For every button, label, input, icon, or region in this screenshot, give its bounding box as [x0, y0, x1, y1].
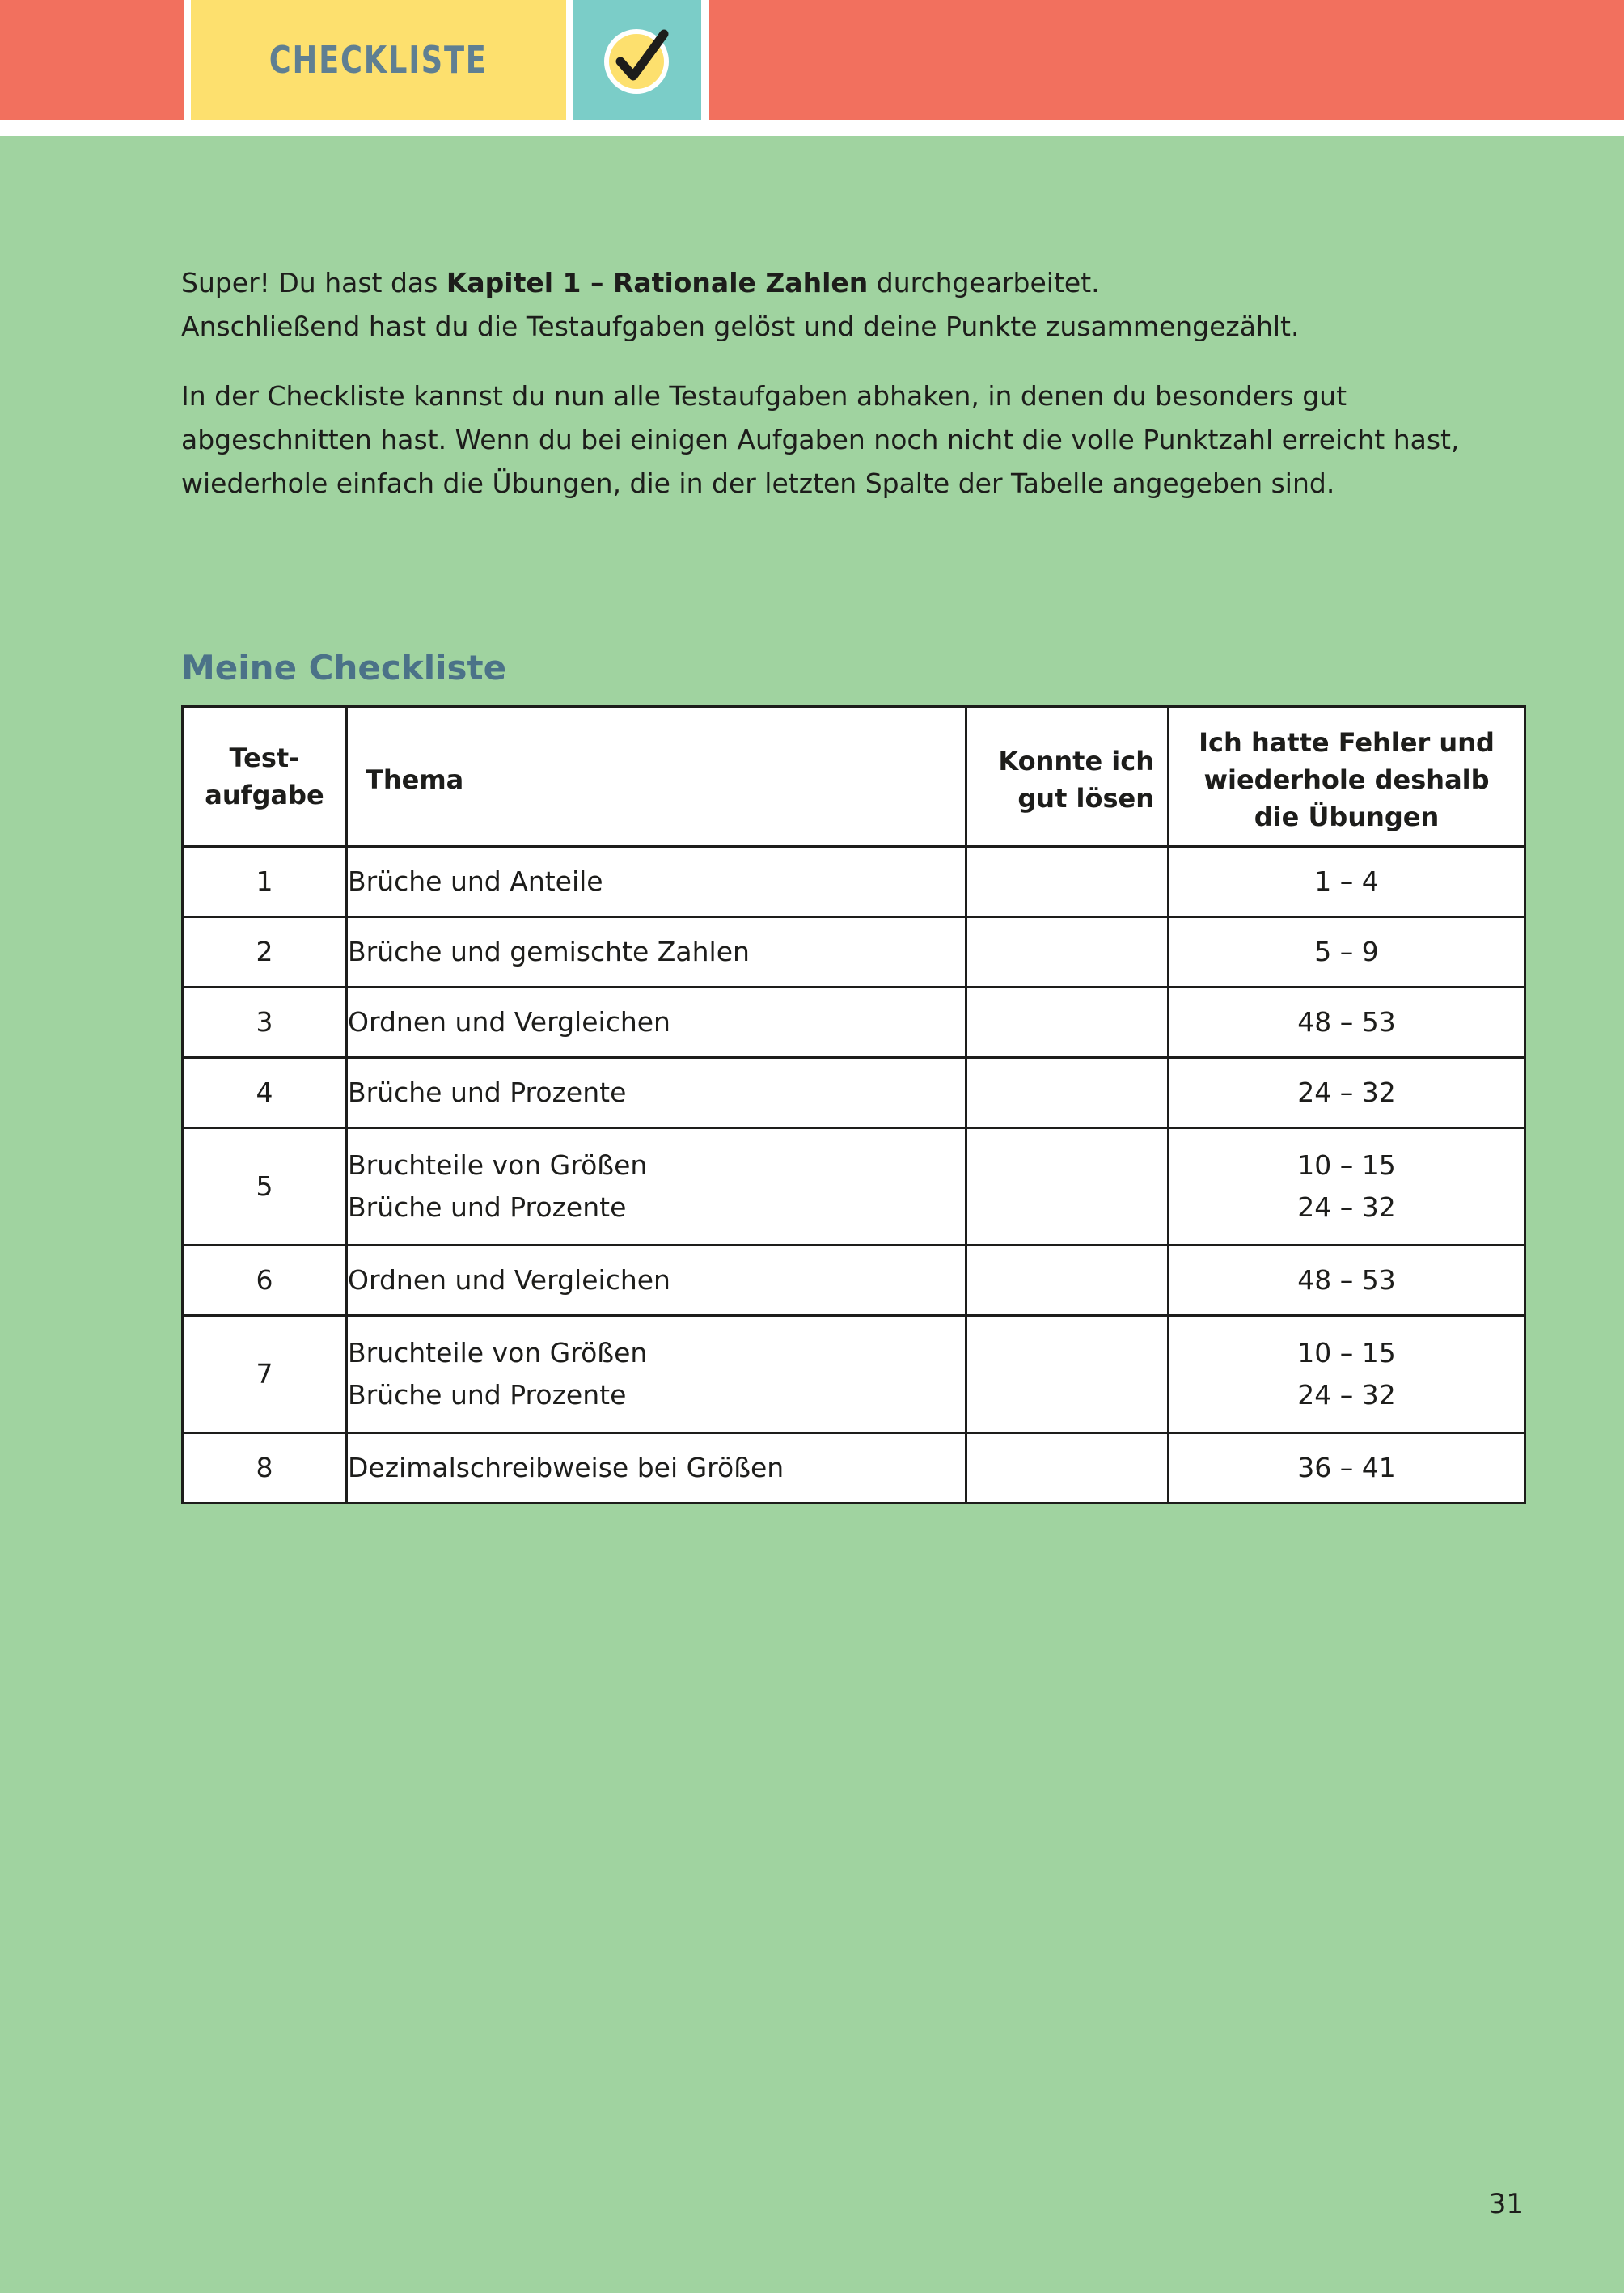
table-row	[183, 1128, 1525, 1246]
table-row	[183, 1058, 1525, 1128]
cell-checkbox-konnte-ich-gut-loesen[interactable]	[966, 988, 1169, 1058]
cell-thema-line1: Brüche und Prozente	[348, 1077, 627, 1108]
cell-checkbox-konnte-ich-gut-loesen[interactable]	[966, 1433, 1169, 1504]
table-row	[183, 917, 1525, 988]
column-header-konnte-ich-gut-loesen	[966, 707, 1169, 847]
intro-paragraph-2: In der Checkliste kannst du nun alle Testaufgaben abhaken, in denen du besonders gut abgeschnitten hast. Wenn du bei einigen Aufgaben noch nicht die volle Punktzahl erreicht hast, wiederhole einfach die Übungen, die in der letzten Spalte der Tabelle angegeben sind.	[181, 380, 1460, 499]
cell-uebungen	[1169, 1128, 1525, 1246]
cell-testaufgabe: 5	[183, 1128, 347, 1246]
cell-thema	[347, 1128, 966, 1246]
cell-testaufgabe: 7	[183, 1316, 347, 1433]
column-header-uebungen-line3: die Übungen	[1254, 802, 1440, 832]
banner-title: CHECKLISTE	[269, 38, 488, 82]
intro-p1-line2: Anschließend hast du die Testaufgaben gelöst und deine Punkte zusammengezählt.	[181, 311, 1300, 342]
cell-checkbox-konnte-ich-gut-loesen[interactable]	[966, 1316, 1169, 1433]
cell-thema-line1: Brüche und Anteile	[348, 865, 603, 897]
cell-thema	[347, 917, 966, 988]
cell-uebungen-line1: 24 – 32	[1297, 1077, 1396, 1108]
cell-thema-line1: Ordnen und Vergleichen	[348, 1264, 670, 1296]
column-header-thema: Thema	[347, 707, 966, 847]
cell-uebungen	[1169, 847, 1525, 917]
cell-thema	[347, 1316, 966, 1433]
page-banner	[0, 0, 1624, 120]
banner-icon-block	[573, 0, 701, 120]
cell-uebungen-line1: 10 – 15	[1297, 1337, 1396, 1369]
cell-uebungen-line1: 36 – 41	[1297, 1452, 1396, 1483]
cell-checkbox-konnte-ich-gut-loesen[interactable]	[966, 917, 1169, 988]
cell-thema	[347, 1433, 966, 1504]
table-header	[183, 707, 1525, 847]
cell-uebungen-line2: 24 – 32	[1297, 1379, 1396, 1411]
intro-p1-text-after: durchgearbeitet.	[868, 267, 1100, 298]
cell-uebungen	[1169, 1316, 1525, 1433]
cell-checkbox-konnte-ich-gut-loesen[interactable]	[966, 1246, 1169, 1316]
cell-checkbox-konnte-ich-gut-loesen[interactable]	[966, 1128, 1169, 1246]
checklist-table	[181, 705, 1526, 1504]
cell-thema-line1: Dezimalschreibweise bei Größen	[348, 1452, 785, 1483]
column-header-testaufgabe-line1: Test-	[229, 742, 300, 773]
cell-thema-line1: Bruchteile von Größen	[348, 1149, 648, 1181]
column-header-uebungen	[1169, 707, 1525, 847]
table-header-row	[183, 707, 1525, 847]
page-number: 31	[1488, 2188, 1524, 2220]
column-header-konnte-line2: gut lösen	[1017, 783, 1154, 814]
cell-uebungen-line1: 48 – 53	[1297, 1264, 1396, 1296]
cell-testaufgabe: 6	[183, 1246, 347, 1316]
cell-thema	[347, 1058, 966, 1128]
section-heading: Meine Checkliste	[181, 647, 507, 687]
cell-thema-line1: Bruchteile von Größen	[348, 1337, 648, 1369]
cell-testaufgabe: 3	[183, 988, 347, 1058]
cell-checkbox-konnte-ich-gut-loesen[interactable]	[966, 1058, 1169, 1128]
cell-thema-line1: Brüche und gemischte Zahlen	[348, 936, 750, 967]
page-body	[0, 136, 1624, 2293]
column-header-testaufgabe	[183, 707, 347, 847]
cell-testaufgabe: 8	[183, 1433, 347, 1504]
cell-uebungen	[1169, 988, 1525, 1058]
cell-thema	[347, 988, 966, 1058]
cell-uebungen-line1: 1 – 4	[1314, 865, 1379, 897]
cell-uebungen-line1: 48 – 53	[1297, 1006, 1396, 1038]
cell-uebungen-line1: 10 – 15	[1297, 1149, 1396, 1181]
cell-thema-line1: Ordnen und Vergleichen	[348, 1006, 670, 1038]
table-row	[183, 1316, 1525, 1433]
cell-uebungen	[1169, 1058, 1525, 1128]
column-header-testaufgabe-line2: aufgabe	[205, 780, 324, 810]
cell-uebungen	[1169, 1433, 1525, 1504]
intro-p1-chapter-title: Kapitel 1 – Rationale Zahlen	[446, 267, 869, 298]
column-header-konnte-line1: Konnte ich	[998, 746, 1154, 776]
cell-thema	[347, 1246, 966, 1316]
cell-uebungen	[1169, 917, 1525, 988]
table-row	[183, 847, 1525, 917]
cell-thema	[347, 847, 966, 917]
cell-thema-line2: Brüche und Prozente	[348, 1379, 627, 1411]
cell-thema-line2: Brüche und Prozente	[348, 1191, 627, 1223]
cell-testaufgabe: 1	[183, 847, 347, 917]
intro-paragraph-1	[181, 261, 1540, 349]
cell-uebungen	[1169, 1246, 1525, 1316]
intro-p1-text-before: Super! Du hast das	[181, 267, 446, 298]
banner-accent-left	[0, 0, 184, 120]
table-row	[183, 988, 1525, 1058]
column-header-uebungen-line1: Ich hatte Fehler und	[1199, 727, 1495, 758]
cell-uebungen-line1: 5 – 9	[1314, 936, 1379, 967]
checkmark-circle-icon	[599, 21, 677, 99]
banner-title-block	[191, 0, 566, 120]
table-row	[183, 1433, 1525, 1504]
banner-accent-right	[709, 0, 1624, 120]
cell-uebungen-line2: 24 – 32	[1297, 1191, 1396, 1223]
cell-checkbox-konnte-ich-gut-loesen[interactable]	[966, 847, 1169, 917]
table-body	[183, 847, 1525, 1504]
table-row	[183, 1246, 1525, 1316]
cell-testaufgabe: 4	[183, 1058, 347, 1128]
cell-testaufgabe: 2	[183, 917, 347, 988]
column-header-uebungen-line2: wiederhole deshalb	[1203, 764, 1490, 795]
